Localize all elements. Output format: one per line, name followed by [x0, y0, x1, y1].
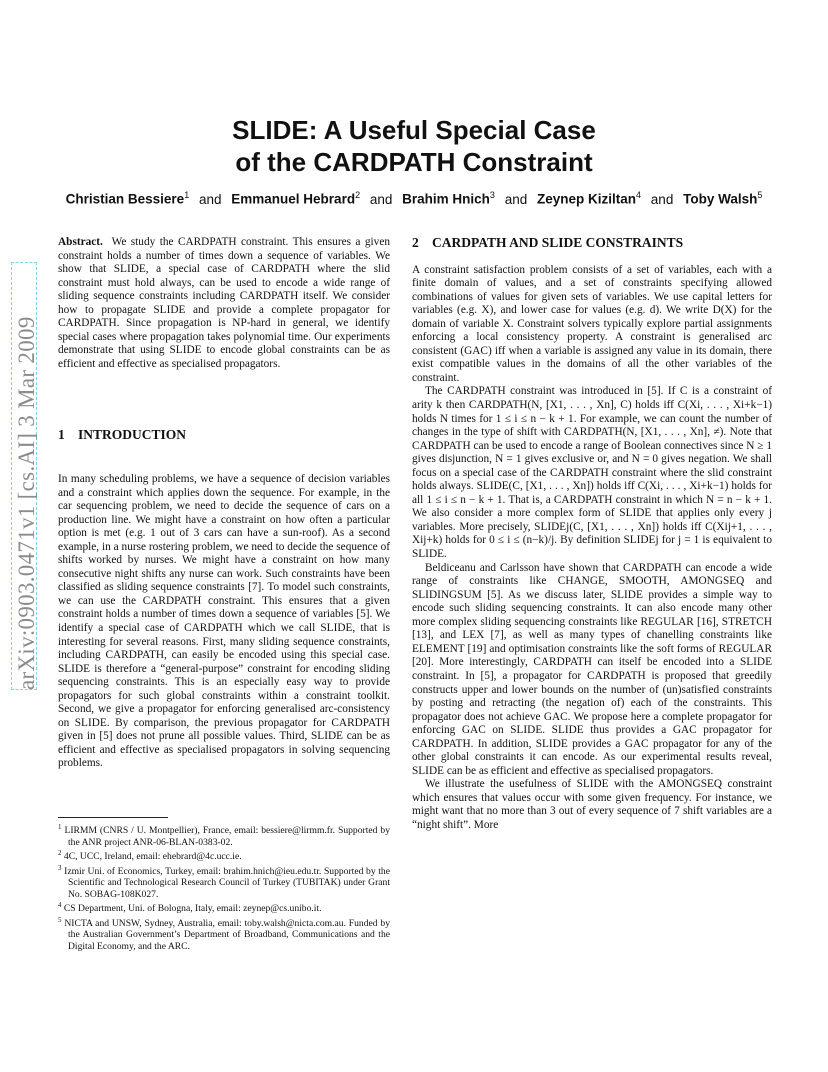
footnote: $^1$ LIRMM (CNRS / U. Montpellier), France, email: bessiere@lirmm.fr. Supported by the ANR project ANR-06-BLAN-0383-02.: [58, 823, 390, 848]
footnote-rule: [58, 817, 168, 818]
author-list: [0, 190, 828, 207]
abstract-label: Abstract.: [58, 236, 103, 248]
affiliation-mark: 3: [489, 190, 495, 200]
paragraph: Beldiceanu and Carlsson have shown that CARDPATH can encode a wide range of constraints like CHANGE, SMOOTH, AMONGSEQ and SLIDINGSUM [5]. As we discuss later, SLIDE provides a simple way to encode such sliding sequencing constraints. It can also encode many other more complex sliding sequencing constraints like REGULAR [16], STRETCH [13], and LEX [7], as well as many types of chanelling constraints like ELEMENT [19] and optimisation constraints like the soft forms of REGULAR [20]. More interestingly, CARDPATH can itself be encoded into a SLIDE constraint. In [5], a propagator for CARDPATH is proposed that greedily constructs upper and lower bounds on the number of (un)satisfied constraints by posting and retracting (the negation of) each of the constraints. This propagator does not achieve GAC. We propose here a complete propagator for enforcing GAC on SLIDE. SLIDE thus provides a GAC propagator for CARDPATH. In addition, SLIDE provides a GAC propagator for any of the other global constraints it can encode. As our experimental results reveal, SLIDE can be as efficient and effective as specialised propagators.: [412, 561, 772, 777]
section-2: [412, 236, 772, 833]
affiliation-mark: 5: [757, 190, 763, 200]
author-separator: and: [369, 191, 393, 207]
section-1-body: [58, 473, 390, 771]
author-name: Toby Walsh: [683, 191, 758, 207]
footnote-mark: 1: [58, 823, 62, 831]
author-separator: and: [650, 191, 674, 207]
author-name: Brahim Hnich: [402, 191, 490, 207]
arxiv-identifier[interactable]: arXiv:0903.0471v1 [cs.AI] 3 Mar 2009: [14, 316, 39, 690]
author-name: Christian Bessiere: [65, 191, 185, 207]
paragraph: The CARDPATH constraint was introduced in [5]. If C is a constraint of arity k then CARDPATH(N, [X1, . . . , Xn], C) holds iff C(Xi, . . . , Xi+k−1) holds N times for 1 ≤ i ≤ n − k + 1. For example, we can count the number of changes in the type of shift with CARDPATH(N, [X1, . . . , Xn], ≠). Note that CARDPATH can be used to encode a range of Boolean connectives since N ≥ 1 gives disjunction, N = 1 gives exclusive or, and N = 0 gives negation. We shall focus on a special case of the CARDPATH constraint where the slid constraint holds always. SLIDE(C, [X1, . . . , Xn]) holds iff C(Xi, . . . , Xi+k−1) holds for all 1 ≤ i ≤ n − k + 1. That is, a CARDPATH constraint in which N = n − k + 1. We also consider a more complex form of SLIDE that applies only every j variables. More precisely, SLIDEj(C, [X1, . . . , Xn]) holds iff C(Xij+1, . . . , Xij+k) holds for 0 ≤ i ≤ (n−k)/j. By definition SLIDEj for j = 1 is equivalent to SLIDE.: [412, 385, 772, 561]
paragraph: A constraint satisfaction problem consists of a set of variables, each with a finite domain of values, and a set of constraints specifying allowed combinations of values for given sets of variables. We use capital letters for variables (e.g. X), and lower case for values (e.g. d). We write D(X) for the domain of variable X. Constraint solvers typically explore partial assignments enforcing a local consistency property. A constraint is generalised arc consistent (GAC) iff when a variable is assigned any value in its domain, there exist compatible values in the domains of all the other variables of the constraint.: [412, 263, 772, 384]
footnote: $^2$ 4C, UCC, Ireland, email: ehebrard@4c.ucc.ie.: [58, 849, 242, 863]
section-title: INTRODUCTION: [78, 427, 187, 442]
footnote: $^3$ Izmir Uni. of Economics, Turkey, email: brahim.hnich@ieu.edu.tr. Supported by the Scientific and Technological Research Council of Turkey (TUBITAK) under Grant No. SOBAG-108K027.: [58, 863, 390, 900]
author-separator: and: [198, 191, 222, 207]
author-separator: and: [504, 191, 528, 207]
section-2-heading: [412, 236, 772, 250]
section-number: 1: [58, 427, 65, 442]
footnote: $^5$ NICTA and UNSW, Sydney, Australia, email: toby.walsh@nicta.com.au. Funded by the Australian Government’s Department of Broadband, Communications and the Digital Economy, and the ARC.: [58, 915, 391, 952]
section-title: CARDPATH AND SLIDE CONSTRAINTS: [432, 235, 684, 250]
section-number: 2: [412, 235, 419, 250]
section-1-heading: [58, 427, 186, 443]
affiliation-mark: 4: [636, 190, 642, 200]
footnote: $^4$ CS Department, Uni. of Bologna, Italy, email: zeynep@cs.unibo.it.: [58, 901, 322, 915]
footnote-mark: 3: [58, 863, 62, 872]
affiliation-mark: 1: [184, 190, 190, 200]
affiliation-mark: 2: [355, 190, 361, 200]
author-name: Zeynep Kiziltan: [537, 191, 637, 207]
paragraph: We illustrate the usefulness of SLIDE with the AMONGSEQ constraint which ensures that values occur with some given frequency. For instance, we might want that no more than 3 out of every sequence of 7 shift variables are a “night shift”. More: [412, 778, 772, 831]
abstract: [58, 236, 390, 371]
footnotes: [58, 822, 390, 952]
footnote-mark: 4: [58, 901, 62, 909]
footnote-mark: 2: [58, 849, 62, 857]
footnote-mark: 5: [58, 915, 62, 924]
abstract-text: We study the CARDPATH constraint. This ensures a given constraint holds a number of times down a sequence of variables. We show that SLIDE, a special case of CARDPATH where the slid constraint must hold always, can be used to encode a wide range of sliding sequence constraints including CARDPATH itself. We consider how to propagate SLIDE and provide a complete propagator for CARDPATH. Since propagation is NP-hard in general, we identify special cases where propagation takes polynomial time. Our experiments demonstrate that using SLIDE to encode global constraints can be as efficient and effective as specialised propagators.: [58, 236, 390, 370]
title-line-1: SLIDE: A Useful Special Case: [232, 115, 596, 145]
paper-title: [0, 114, 828, 178]
paragraph: In many scheduling problems, we have a sequence of decision variables and a constraint which applies down the sequence. For example, in the car sequencing problem, we need to decide the sequence of cars on a production line. We might have a constraint on how often a particular option is met (e.g. 1 out of 3 cars can have a sun-roof). As a second example, in a nurse rostering problem, we need to decide the sequence of shifts worked by nurses. We might have a constraint on how many consecutive night shifts any nurse can work. Such constraints have been classified as sliding sequence constraints [7]. To model such constraints, we can use the CARDPATH constraint. This ensures that a given constraint holds a number of times down a sequence of variables [5]. We identify a special case of CARDPATH which we call SLIDE, that is interesting for several reasons. First, many sliding sequence constraints, including CARDPATH, can easily be encoded using this special case. SLIDE is therefore a “general-purpose” constraint for encoding sliding sequencing constraints. This is an especially easy way to provide propagators for such global constraints within a constraint toolkit. Second, we give a propagator for enforcing generalised arc-consistency on SLIDE. By comparison, the previous propagator for CARDPATH given in [5] does not prune all possible values. Third, SLIDE can be as efficient and effective as specialised propagators in solving sequencing problems.: [58, 473, 390, 770]
author-name: Emmanuel Hebrard: [231, 191, 356, 207]
title-line-2: of the CARDPATH Constraint: [235, 147, 593, 177]
